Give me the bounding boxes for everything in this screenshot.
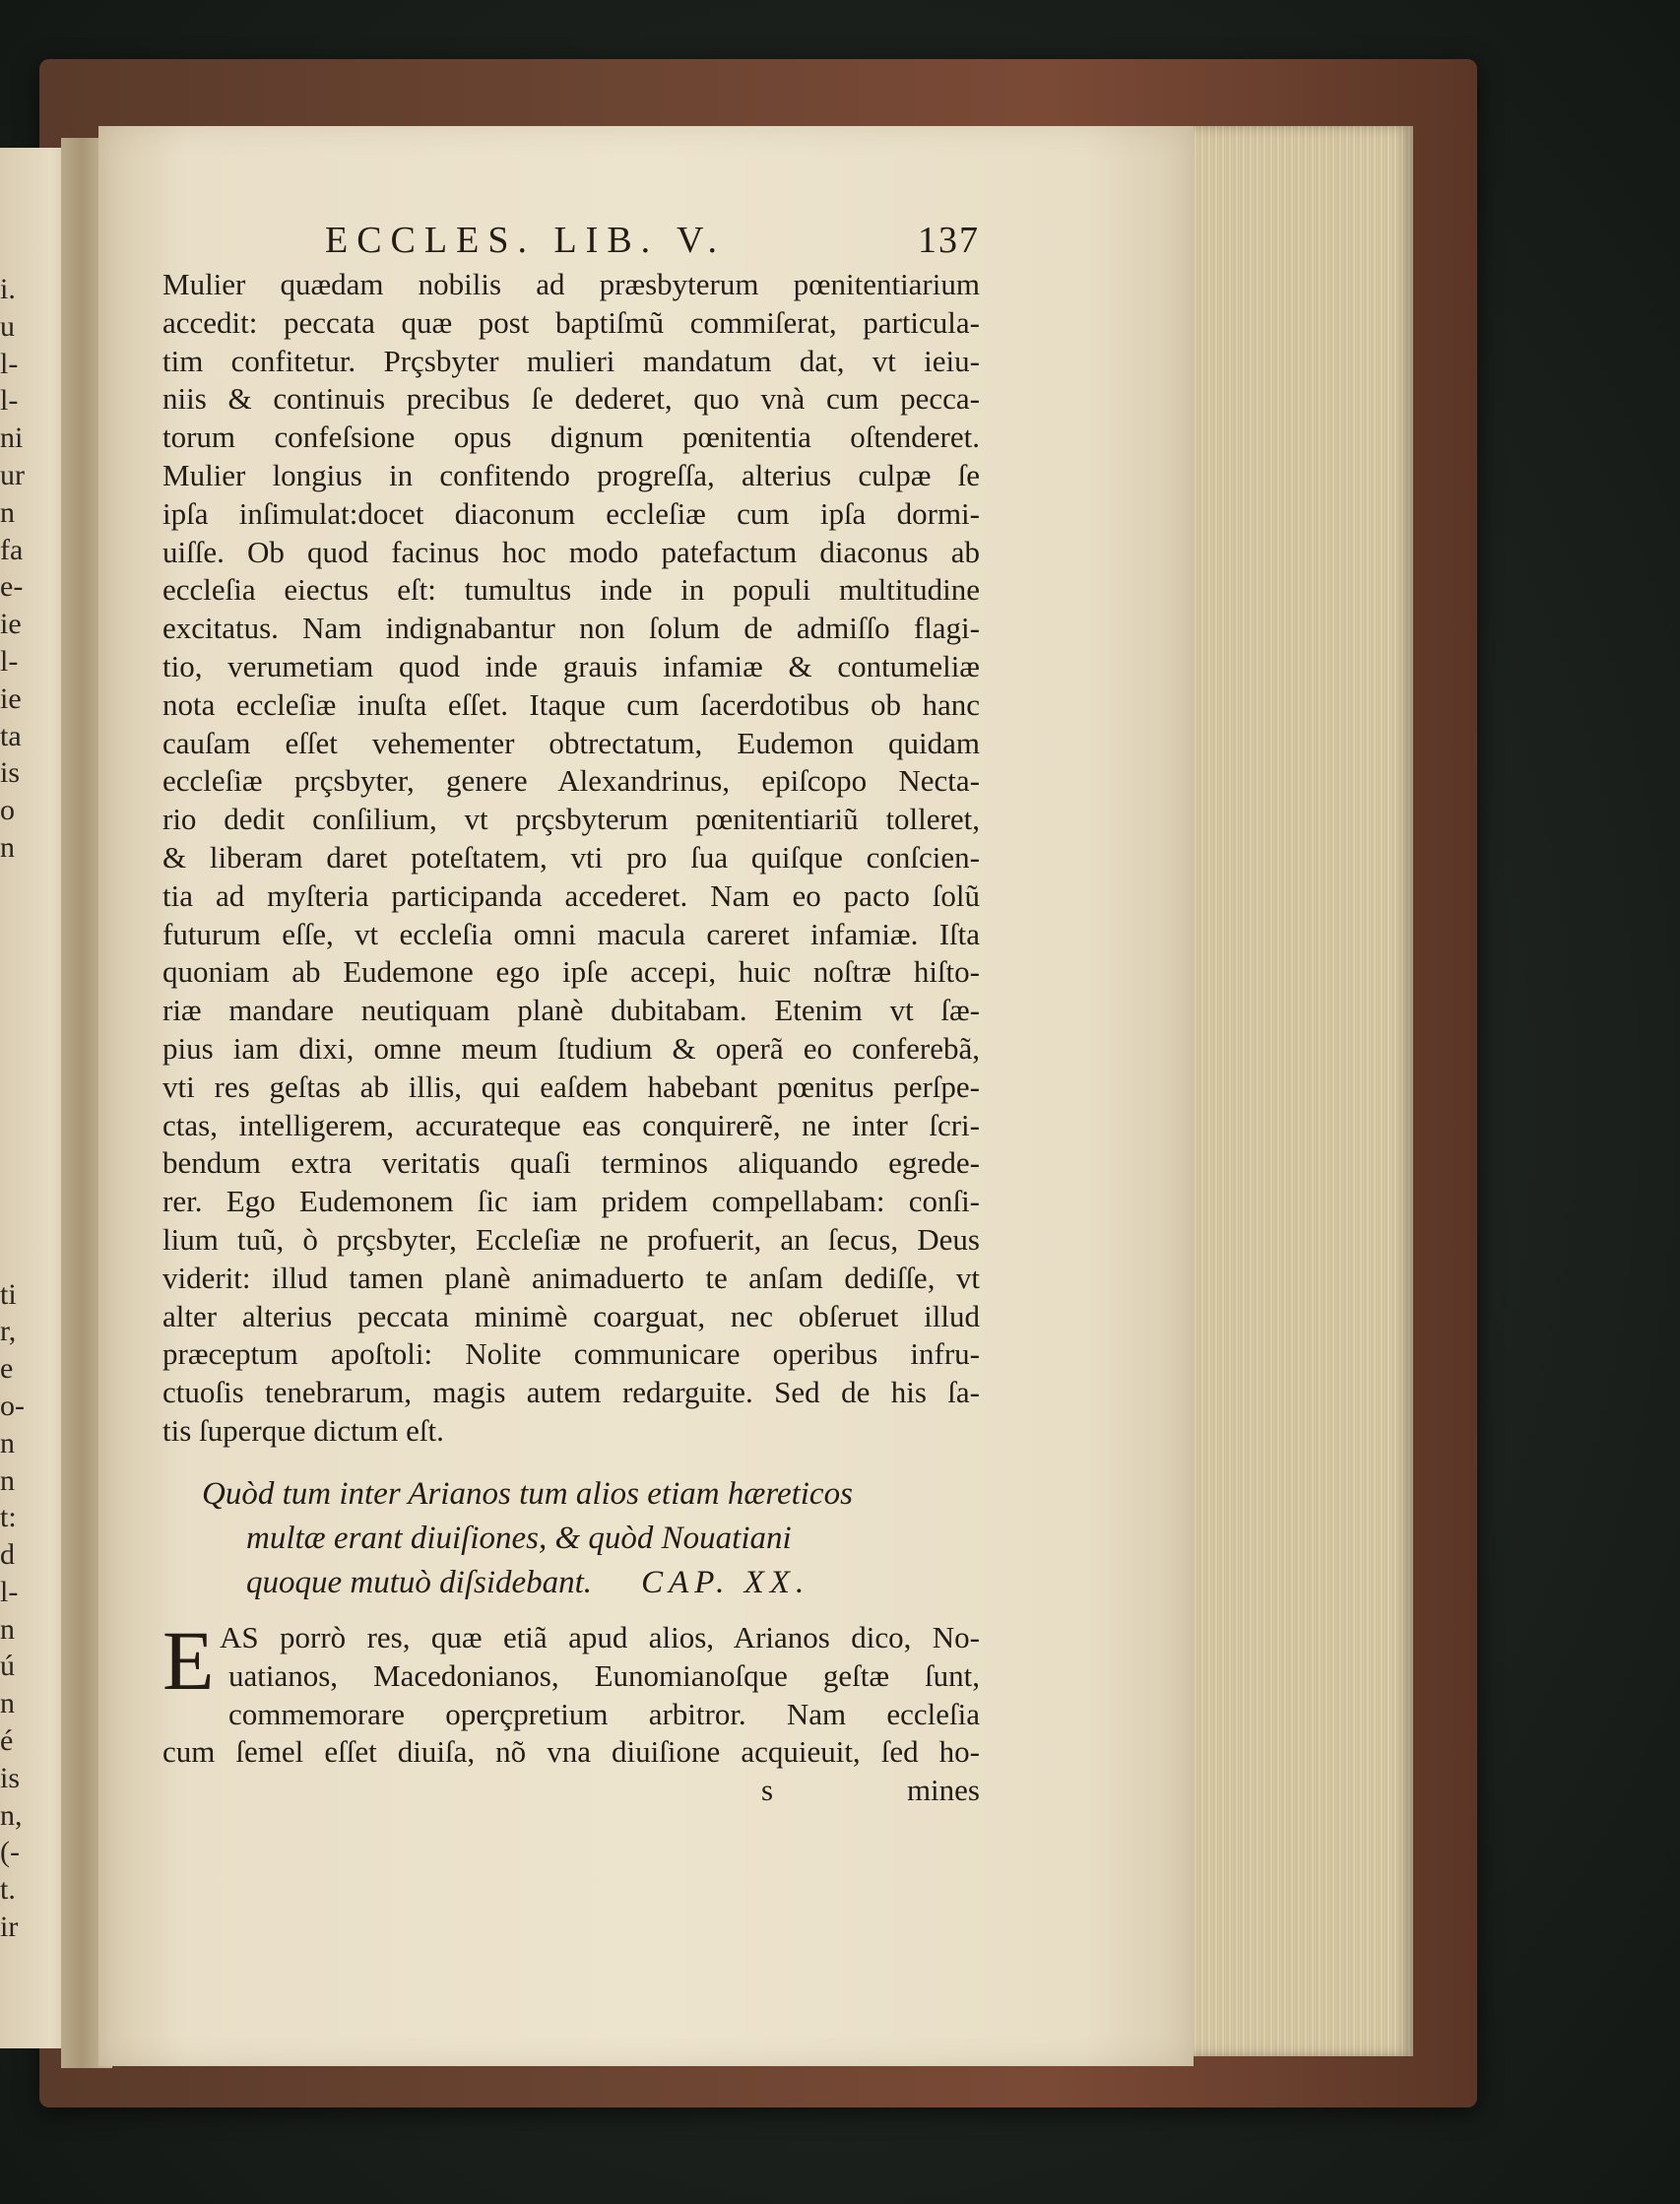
left-fragment: o- bbox=[0, 1389, 25, 1422]
text-line: eccleſia eiectus eſt: tumultus inde in populi multitudine bbox=[162, 572, 980, 608]
page-number: 137 bbox=[918, 220, 980, 261]
left-fragment: ir bbox=[0, 1911, 19, 1944]
text-line: Mulier longius in confitendo progreſſa, alterius culpæ ſe bbox=[162, 457, 980, 492]
text-line: præceptum apoſtoli: Nolite communicare operibus infru- bbox=[162, 1336, 980, 1372]
left-fragment: l- bbox=[0, 347, 19, 380]
drop-cap: E bbox=[162, 1613, 215, 1708]
chapter-line: commemorare operçpretium arbitror. Nam eccleſia bbox=[228, 1696, 980, 1731]
left-fragment: é bbox=[0, 1724, 14, 1758]
text-line: ctas, intelligerem, accurateque eas conquirerẽ, ne inter ſcri- bbox=[162, 1107, 980, 1142]
chapter-number: CAP. XX. bbox=[641, 1565, 810, 1600]
text-line: niis & continuis precibus ſe dederet, quo vnà cum pecca- bbox=[162, 381, 980, 417]
chapter-line: cum ſemel eſſet diuiſa, nõ vna diuiſione acquieuit, ſed ho- bbox=[162, 1734, 980, 1770]
text-line: tio, verumetiam quod inde grauis infamiæ & contumeliæ bbox=[162, 648, 980, 683]
chapter-title-line: multæ erant diuiſiones, & quòd Nouatiani bbox=[246, 1521, 792, 1556]
left-fragment: r, bbox=[0, 1315, 17, 1348]
left-fragment: u bbox=[0, 309, 15, 343]
text-line: excitatus. Nam indignabantur non ſolum de admiſſo flagi- bbox=[162, 611, 980, 646]
text-line: alter alterius peccata minimè coarguat, nec obſeruet illud bbox=[162, 1298, 980, 1333]
text-line: ctuoſis tenebrarum, magis autem redarguite. Sed de his ſa- bbox=[162, 1375, 980, 1410]
left-fragment: n, bbox=[0, 1798, 23, 1832]
left-fragment: ú bbox=[0, 1650, 15, 1683]
left-fragment: l- bbox=[0, 1575, 19, 1608]
text-line: vti res geſtas ab illis, qui eaſdem habebant pœnitus perſpe- bbox=[162, 1069, 980, 1104]
signature-mark: s bbox=[761, 1773, 774, 1807]
text-line: bendum extra veritatis quaſi terminos aliquando egrede- bbox=[162, 1145, 980, 1181]
text-line: cauſam eſſet vehementer obtrectatum, Eudemon quidam bbox=[162, 725, 980, 760]
left-fragment: o bbox=[0, 794, 15, 827]
left-fragment: n bbox=[0, 1612, 15, 1646]
text-line: & liberam daret poteſtatem, vti pro ſua quiſque conſcien- bbox=[162, 839, 980, 875]
chapter-text bbox=[162, 1613, 980, 1772]
left-fragment bbox=[0, 1127, 69, 1164]
left-fragment bbox=[0, 1053, 69, 1090]
page-header bbox=[325, 219, 980, 268]
left-fragment: ur bbox=[0, 458, 25, 491]
left-fragment: ta bbox=[0, 719, 22, 752]
left-fragment: t. bbox=[0, 1873, 16, 1907]
text-line: uiſſe. Ob quod facinus hoc modo patefactum diaconus ab bbox=[162, 534, 980, 569]
text-line: tis ſuperque dictum eſt. bbox=[162, 1412, 444, 1448]
left-fragment: l- bbox=[0, 644, 19, 678]
text-line: ipſa inſimulat:docet diaconum eccleſiæ cum ipſa dormi- bbox=[162, 495, 980, 531]
left-fragment: fa bbox=[0, 533, 24, 566]
left-fragment bbox=[0, 904, 69, 941]
text-line: accedit: peccata quæ post baptiſmũ commiſerat, particula- bbox=[162, 304, 980, 340]
left-fragment: is bbox=[0, 756, 21, 790]
chapter-heading bbox=[202, 1472, 980, 1605]
left-fragment: ie bbox=[0, 608, 22, 641]
left-fragment bbox=[0, 1164, 69, 1201]
catchword: mines bbox=[906, 1773, 980, 1807]
chapter-title-line: Quòd tum inter Arianos tum alios etiam hæreticos bbox=[202, 1476, 853, 1512]
left-fragment: ti bbox=[0, 1277, 17, 1311]
text-line: tim confitetur. Prçsbyter mulieri mandatum dat, vt ieiu- bbox=[162, 343, 980, 378]
left-fragment: e bbox=[0, 1352, 14, 1386]
left-fragment: e- bbox=[0, 570, 24, 604]
running-title: ECCLES. LIB. V. bbox=[325, 220, 727, 261]
left-fragment bbox=[0, 1201, 69, 1239]
chapter-line: AS porrò res, quæ etiã apud alios, Arianos dico, No- bbox=[220, 1620, 980, 1654]
text-line: nota eccleſiæ inuſta eſſet. Itaque cum ſacerdotibus ob hanc bbox=[162, 686, 980, 722]
left-fragment: n bbox=[0, 1463, 15, 1497]
text-line: rio dedit conſilium, vt prçsbyterum pœnitentiariũ tolleret, bbox=[162, 802, 980, 837]
text-line: riæ mandare neutiquam planè dubitabam. Etenim vt ſæ- bbox=[162, 993, 980, 1028]
left-fragment: n bbox=[0, 1687, 15, 1720]
text-line: Mulier quædam nobilis ad præsbyterum pœnitentiarium bbox=[162, 267, 980, 301]
text-line: rer. Ego Eudemonem ſic iam pridem compellabam: conſi- bbox=[162, 1184, 980, 1219]
text-line: viderit: illud tamen planè animaduerto te anſam dediſſe, vt bbox=[162, 1260, 980, 1295]
left-fragment bbox=[0, 940, 69, 978]
left-fragment: i. bbox=[0, 273, 16, 305]
left-fragment bbox=[0, 1015, 69, 1053]
left-fragment bbox=[0, 978, 69, 1015]
text-line: tia ad myſteria participanda accederet. Nam eo pacto ſolũ bbox=[162, 877, 980, 913]
chapter-title-line bbox=[202, 1561, 980, 1605]
left-fragment: n bbox=[0, 495, 15, 529]
left-fragment: n bbox=[0, 830, 15, 864]
text-line: torum confeſsione opus dignum pœnitentia oſtenderet. bbox=[162, 420, 980, 455]
text-line: lium tuũ, ò prçsbyter, Eccleſiæ ne profuerit, an ſecus, Deus bbox=[162, 1221, 980, 1257]
left-fragment bbox=[0, 1239, 69, 1276]
left-fragment: d bbox=[0, 1538, 15, 1572]
text-line: futurum eſſe, vt eccleſia omni macula careret infamiæ. Iſta bbox=[162, 916, 980, 951]
left-fragment bbox=[0, 867, 69, 904]
left-fragment: ie bbox=[0, 681, 22, 715]
chapter-line: uatianos, Macedonianos, Eunomianoſque geſtæ ſunt, bbox=[228, 1657, 980, 1693]
left-fragment: n bbox=[0, 1426, 15, 1459]
main-text bbox=[162, 266, 980, 1451]
text-line: eccleſiæ prçsbyter, genere Alexandrinus, epiſcopo Necta- bbox=[162, 763, 980, 799]
page-edges bbox=[1177, 126, 1413, 2056]
left-fragment: (- bbox=[0, 1836, 20, 1869]
left-fragment: is bbox=[0, 1761, 21, 1794]
chapter-title-text: quoque mutuò diſsidebant. bbox=[246, 1565, 593, 1600]
left-fragment bbox=[0, 1090, 69, 1128]
text-line: quoniam ab Eudemone ego ipſe accepi, huic noſtræ hiſto- bbox=[162, 954, 980, 990]
text-line: pius iam dixi, omne meum ſtudium & operã eo conferebã, bbox=[162, 1030, 980, 1066]
left-margin-text bbox=[0, 271, 69, 1946]
left-fragment: t: bbox=[0, 1501, 17, 1534]
page-footer bbox=[162, 1773, 980, 1812]
left-fragment: l- bbox=[0, 384, 19, 418]
left-fragment: ni bbox=[0, 421, 24, 455]
